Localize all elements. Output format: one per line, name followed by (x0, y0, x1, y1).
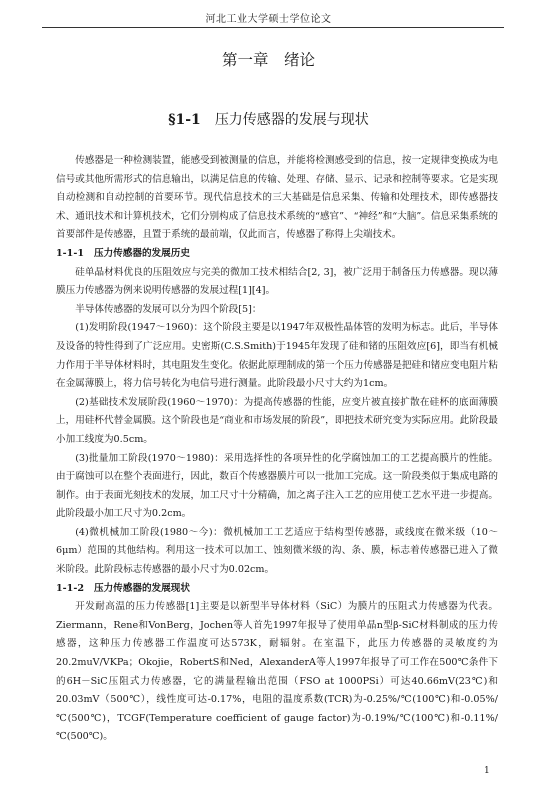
stage-1-paragraph: (1)发明阶段(1947～1960)：这个阶段主要是以1947年双极性晶体管的发明为标志。此后，半导体及设备的特性得到了广泛应用。史密斯(C.S.Smith)于1945年发现了硅和锗的压阻效应[6]，即当有机械力作用于半导体材料时，其电阻发生变化。依据此原理制成的第一个压力传感器是把硅和锗应变电阻片粘在金属薄膜上，将力信号转化为电信号进行测量。此阶段最小尺寸大约为1cm。 (56, 322, 498, 390)
subsection-number: 1-1-2 (56, 582, 84, 594)
header-rule (42, 27, 504, 28)
running-header: 河北工业大学硕士学位论文 (205, 14, 332, 25)
subsection-heading-1-1-1 (56, 245, 498, 264)
section-heading (0, 109, 537, 129)
page-number: 1 (484, 766, 490, 776)
history-paragraph: 硅单晶材料优良的压阻效应与完美的微加工技术相结合[2, 3]，被广泛用于制备压力传感器。现以薄膜压力传感器为例来说明传感器的发展过程[1][4]。 (56, 266, 498, 297)
stages-intro-paragraph: 半导体传感器的发展可以分为四个阶段[5]： (75, 303, 262, 315)
body-text (56, 152, 498, 747)
subsection-title: 压力传感器的发展历史 (94, 247, 190, 259)
subsection-heading-1-1-2 (56, 580, 498, 599)
stage-2-paragraph: (2)基础技术发展阶段(1960～1970)：为提高传感器的性能，应变片被直接扩散在硅杯的底面薄膜上，用硅杯代替金属膜。这个阶段也是“商业和市场发展的阶段”，即把技术研究变为实际应用。此阶段最小加工线度为0.5cm。 (56, 396, 498, 445)
subsection-title: 压力传感器的发展现状 (94, 582, 190, 594)
status-paragraph: 开发耐高温的压力传感器[1]主要是以新型半导体材料（SiC）为膜片的压阻式力传感器为代表。Ziermann，Rene和VonBerg，Jochen等人首先1997年报导了使用单晶n型β-SiC材料制成的压力传感器，这种压力传感器工作温度可达573K，耐辐射。在室温下，此压力传感器的灵敏度约为20.2muV/VKPa；Okojie，RobertS和Ned，AlexanderA等人1997年报导了可工作在500℃条件下的6H－SiC压阻式力传感器，它的满量程输出范围（FSO at 1000PSi）可达40.66mV(23℃)和20.03mV（500℃），线性度可达-0.17%，电阻的温度系数(TCR)为-0.25%/℃(100℃)和-0.05%/℃(500℃)，TCGF(Temperature coefficient of gauge factor)为-0.19%/℃(100℃)和-0.11%/℃(500℃)。 (56, 601, 498, 743)
subsection-number: 1-1-1 (56, 247, 84, 259)
chapter-title: 第一章 绪论 (221, 51, 315, 69)
stage-3-paragraph: (3)批量加工阶段(1970～1980)：采用选择性的各项异性的化学腐蚀加工的工艺提高膜片的性能。由于腐蚀可以在整个表面进行，因此，数百个传感器膜片可以一批加工完成。这一阶段类似于集成电路的制作。由于表面光刻技术的发展，加工尺寸十分精确，加之离子注入工艺的应用使工艺水平进一步提高。此阶段最小加工尺寸为0.2cm。 (56, 452, 498, 520)
intro-paragraph: 传感器是一种检测装置，能感受到被测量的信息，并能将检测感受到的信息，按一定规律变换成为电信号或其他所需形式的信息输出，以满足信息的传输、处理、存储、显示、记录和控制等要求。它是实现自动检测和自动控制的首要环节。现代信息技术的三大基础是信息采集、传输和处理技术，即传感器技术、通讯技术和计算机技术，它们分别构成了信息技术系统的“感官”、“神经”和“大脑”。信息采集系统的首要部件是传感器，且置于系统的最前端，仅此而言，传感器了称得上尖端技术。 (56, 155, 498, 241)
stage-4-paragraph: (4)微机械加工阶段(1980～今)：微机械加工工艺适应于结构型传感器，或线度在微米级（10～6μm）范围的其他结构。利用这一技术可以加工、蚀刻微米级的沟、条、膜，标志着传感器已进入了微米阶段。此阶段标志传感器的最小尺寸为0.02cm。 (56, 526, 498, 576)
section-number: §1-1 (168, 112, 201, 128)
section-title: 压力传感器的发展与现状 (214, 112, 369, 128)
